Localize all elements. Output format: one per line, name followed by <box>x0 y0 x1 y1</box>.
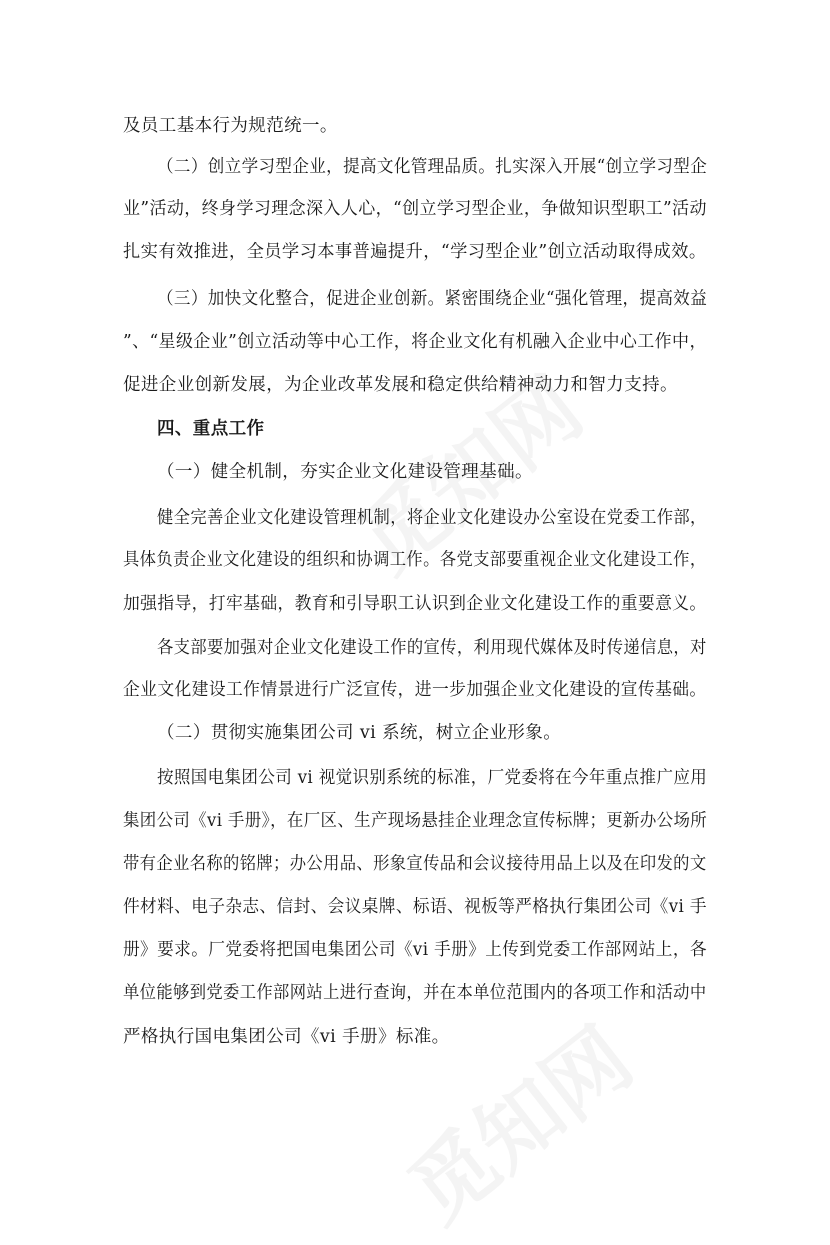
paragraph-line: 件材料、电子杂志、信封、会议桌牌、标语、视板等严格执行集团公司《vi 手 <box>123 897 707 917</box>
paragraph-line: 企业文化建设工作情景进行广泛宣传，进一步加强企业文化建设的宣传基础。 <box>123 680 707 700</box>
paragraph-line: 促进企业创新发展，为企业改革发展和稳定供给精神动力和智力支持。 <box>123 375 678 395</box>
subsection-heading: （一）健全机制，夯实企业文化建设管理基础。 <box>157 462 533 482</box>
paragraph-line: 严格执行国电集团公司《vi 手册》标准。 <box>123 1027 450 1047</box>
paragraph-line: 按照国电集团公司 vi 视觉识别系统的标准，厂党委将在今年重点推广应用 <box>157 768 708 788</box>
paragraph-line: （二）创立学习型企业，提高文化管理品质。扎实深入开展“创立学习型企 <box>157 157 708 177</box>
paragraph-line: 健全完善企业文化建设管理机制，将企业文化建设办公室设在党委工作部， <box>157 508 707 528</box>
section-heading: 四、重点工作 <box>157 419 265 439</box>
paragraph-line: 单位能够到党委工作部网站上进行查询，并在本单位范围内的各项工作和活动中 <box>123 983 707 1003</box>
paragraph-line: （三）加快文化整合，促进企业创新。紧密围绕企业“强化管理，提高效益 <box>157 289 708 309</box>
paragraph-line: 册》要求。厂党委将把国电集团公司《vi 手册》上传到党委工作部网站上，各 <box>123 940 707 960</box>
subsection-heading: （二）贯彻实施集团公司 vi 系统，树立企业形象。 <box>157 723 562 743</box>
paragraph-line: 业”活动，终身学习理念深入人心，“创立学习型企业，争做知识型职工”活动 <box>123 199 707 219</box>
paragraph-line: 及员工基本行为规范统一。 <box>123 116 338 136</box>
paragraph-line: 集团公司《vi 手册》，在厂区、生产现场悬挂企业理念宣传标牌；更新办公场所 <box>123 811 708 831</box>
paragraph-line: 加强指导，打牢基础，教育和引导职工认识到企业文化建设工作的重要意义。 <box>123 594 707 614</box>
paragraph-line: 各支部要加强对企业文化建设工作的宣传，利用现代媒体及时传递信息，对 <box>157 638 707 658</box>
paragraph-line: 带有企业名称的铭牌；办公用品、形象宣传品和会议接待用品上以及在印发的文 <box>123 854 707 874</box>
paragraph-line: 扎实有效推进，全员学习本事普遍提升，“学习型企业”创立活动取得成效。 <box>123 242 707 262</box>
paragraph-line: ”、“星级企业”创立活动等中心工作，将企业文化有机融入企业中心工作中， <box>123 332 707 352</box>
paragraph-line: 具体负责企业文化建设的组织和协调工作。各党支部要重视企业文化建设工作， <box>123 550 707 570</box>
